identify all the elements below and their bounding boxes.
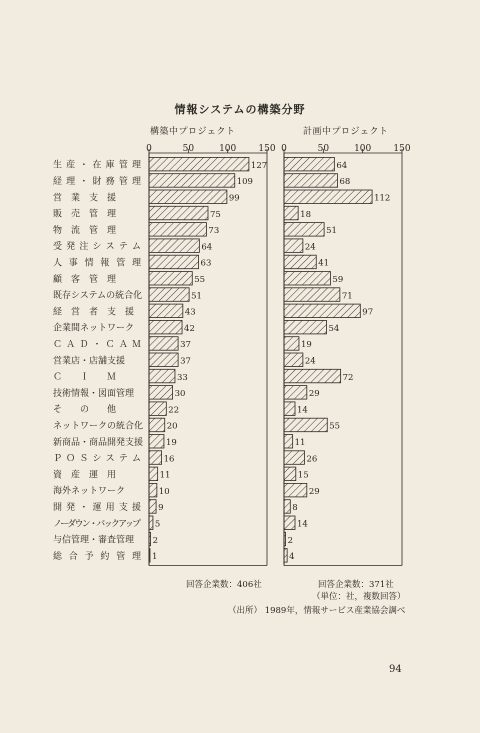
tick-label: 150 <box>258 144 276 154</box>
bar <box>284 500 290 514</box>
bar <box>284 255 316 269</box>
bar-value-label: 112 <box>374 193 391 204</box>
bar <box>149 190 227 204</box>
bar <box>149 402 166 416</box>
bar <box>149 206 208 220</box>
bar <box>284 467 296 481</box>
category-label: 海外ネットワーク <box>53 486 126 497</box>
footer-unit-note: （単位：社，複数回答） <box>312 592 406 602</box>
panel-title-build: 構築中プロジェクト <box>150 127 236 137</box>
bar <box>284 369 341 383</box>
category-label: 顧 客 管 理 <box>53 274 117 285</box>
category-label: Ｃ Ａ Ｄ ・ Ｃ Ａ Ｍ <box>53 339 141 350</box>
category-label: 営業店・店舗支援 <box>53 356 126 367</box>
bar <box>149 435 164 449</box>
bar <box>284 353 303 367</box>
tick-label: 0 <box>281 144 287 154</box>
category-label: Ｃ Ｉ Ｍ <box>53 372 117 383</box>
category-label: 受 発 注 シ ス テ ム <box>53 242 141 253</box>
tick-label: 150 <box>393 144 411 154</box>
bar-value-label: 51 <box>191 291 202 302</box>
bar <box>284 549 287 563</box>
bar-value-label: 24 <box>304 242 316 253</box>
category-label: 既存システムの統合化 <box>53 291 143 302</box>
category-label: 生 産 ・ 在 庫 管 理 <box>53 160 141 171</box>
bar <box>149 157 249 171</box>
bar-value-label: 2 <box>287 535 293 546</box>
bar <box>149 418 165 432</box>
bar <box>149 288 189 302</box>
bar-value-label: 99 <box>228 193 240 204</box>
bar-value-label: 42 <box>184 323 195 334</box>
bar-value-label: 2 <box>152 535 158 546</box>
bar <box>284 190 372 204</box>
bar <box>149 500 156 514</box>
bar-value-label: 73 <box>208 226 220 237</box>
category-label: 企業間ネットワーク <box>53 323 135 334</box>
category-label: ノーダウン・バックアップ <box>53 519 141 530</box>
bar-value-label: 24 <box>304 356 316 367</box>
bar-value-label: 11 <box>159 470 171 481</box>
bar-value-label: 29 <box>308 389 320 400</box>
bar <box>284 435 293 449</box>
bar <box>284 223 324 237</box>
bar <box>149 369 175 383</box>
bar-value-label: 14 <box>297 519 308 530</box>
bar-value-label: 64 <box>201 242 213 253</box>
bar-value-label: 19 <box>300 340 312 351</box>
category-label: 開 発 ・ 運 用 支 援 <box>53 502 141 513</box>
bar-value-label: 41 <box>318 258 330 269</box>
bar <box>284 337 299 351</box>
bar-value-label: 37 <box>180 340 191 351</box>
bar <box>284 320 326 334</box>
bar <box>149 272 192 286</box>
category-label: 経 営 者 支 援 <box>53 307 135 318</box>
bar-value-label: 55 <box>194 275 206 285</box>
bar-value-label: 127 <box>250 160 268 171</box>
bar <box>284 451 304 465</box>
bar <box>149 239 199 253</box>
bar <box>284 239 303 253</box>
bar-value-label: 4 <box>289 552 295 563</box>
category-label: 与信管理・審査管理 <box>53 535 135 546</box>
bar <box>149 320 182 334</box>
bar-value-label: 55 <box>329 421 341 432</box>
bar <box>284 532 286 546</box>
category-label: 人 事 情 報 管 理 <box>53 258 141 269</box>
bar-value-label: 33 <box>176 372 188 383</box>
bar <box>284 157 334 171</box>
tick-label: 100 <box>354 144 372 154</box>
bar-value-label: 68 <box>339 177 351 188</box>
bar <box>284 288 340 302</box>
bar <box>149 451 162 465</box>
bar-value-label: 16 <box>163 454 175 465</box>
bar-value-label: 63 <box>200 258 212 269</box>
bar <box>284 402 295 416</box>
bar-value-label: 15 <box>297 470 309 481</box>
chart-title: 情報システムの構築分野 <box>174 103 306 116</box>
bar-value-label: 43 <box>184 307 196 318</box>
category-label: 資 産 運 用 <box>53 470 117 481</box>
tick-label: 50 <box>317 144 330 154</box>
bar-value-label: 26 <box>306 454 318 465</box>
bar <box>149 532 151 546</box>
category-label: 物 流 管 理 <box>53 225 117 236</box>
bar <box>149 304 183 318</box>
page-number: 94 <box>389 664 402 675</box>
category-label: 総 合 予 約 管 理 <box>53 551 141 562</box>
category-label: 販 売 管 理 <box>53 209 117 220</box>
bar <box>284 418 327 432</box>
footer-plan: 回答企業数：371社 <box>318 580 394 590</box>
bar <box>149 223 206 237</box>
bar-value-label: 72 <box>342 372 354 383</box>
category-label: 技術情報・図面管理 <box>53 388 135 399</box>
bar-value-label: 37 <box>180 356 191 367</box>
category-label: 経 理 ・ 財 務 管 理 <box>53 176 141 187</box>
bar-value-label: 1 <box>152 552 158 563</box>
bar <box>149 516 153 530</box>
bar <box>149 353 178 367</box>
bar <box>284 483 307 497</box>
bar-value-label: 97 <box>362 307 374 318</box>
bar-value-label: 5 <box>154 519 161 530</box>
bar-value-label: 51 <box>326 226 337 237</box>
source-note: （出所） 1989年，情報サービス産業協会調べ <box>228 606 406 616</box>
bar-value-label: 8 <box>292 503 298 514</box>
tick-label: 0 <box>146 144 152 154</box>
tick-label: 100 <box>219 144 237 154</box>
bar-value-label: 22 <box>168 405 180 416</box>
bar-value-label: 64 <box>336 160 348 171</box>
bar <box>284 386 307 400</box>
bar <box>149 467 158 481</box>
bar-value-label: 11 <box>294 438 306 448</box>
bar-value-label: 10 <box>158 486 170 497</box>
bar <box>149 549 150 563</box>
bar-value-label: 54 <box>328 323 340 334</box>
bar-value-label: 29 <box>308 486 320 497</box>
bar <box>149 337 178 351</box>
bar-value-label: 75 <box>210 209 221 220</box>
bar <box>284 272 330 286</box>
bar <box>284 174 337 188</box>
bar-value-label: 18 <box>300 209 311 220</box>
bar-value-label: 14 <box>297 405 308 416</box>
category-label: Ｐ Ｏ Ｓ シ ス テ ム <box>53 454 141 465</box>
bar-value-label: 30 <box>174 389 186 400</box>
bar <box>149 174 235 188</box>
bar <box>284 206 298 220</box>
bar-value-label: 71 <box>341 291 353 302</box>
bar <box>284 304 360 318</box>
category-label: 新商品・商品開発支援 <box>53 437 144 448</box>
tick-label: 50 <box>182 144 195 154</box>
bar-value-label: 59 <box>332 275 344 285</box>
footer-build: 回答企業数：406社 <box>186 580 262 590</box>
category-label: そ の 他 <box>53 405 117 416</box>
category-label: 営 業 支 援 <box>53 193 117 204</box>
bar <box>149 386 173 400</box>
category-label: ネットワークの統合化 <box>53 421 144 432</box>
panel-title-plan: 計画中プロジェクト <box>303 127 389 137</box>
bar <box>284 516 295 530</box>
bar-value-label: 19 <box>165 438 177 448</box>
bar <box>149 483 157 497</box>
bar-value-label: 109 <box>236 177 253 188</box>
bar-value-label: 9 <box>158 503 164 514</box>
bar <box>149 255 199 269</box>
bar-value-label: 20 <box>166 421 178 432</box>
